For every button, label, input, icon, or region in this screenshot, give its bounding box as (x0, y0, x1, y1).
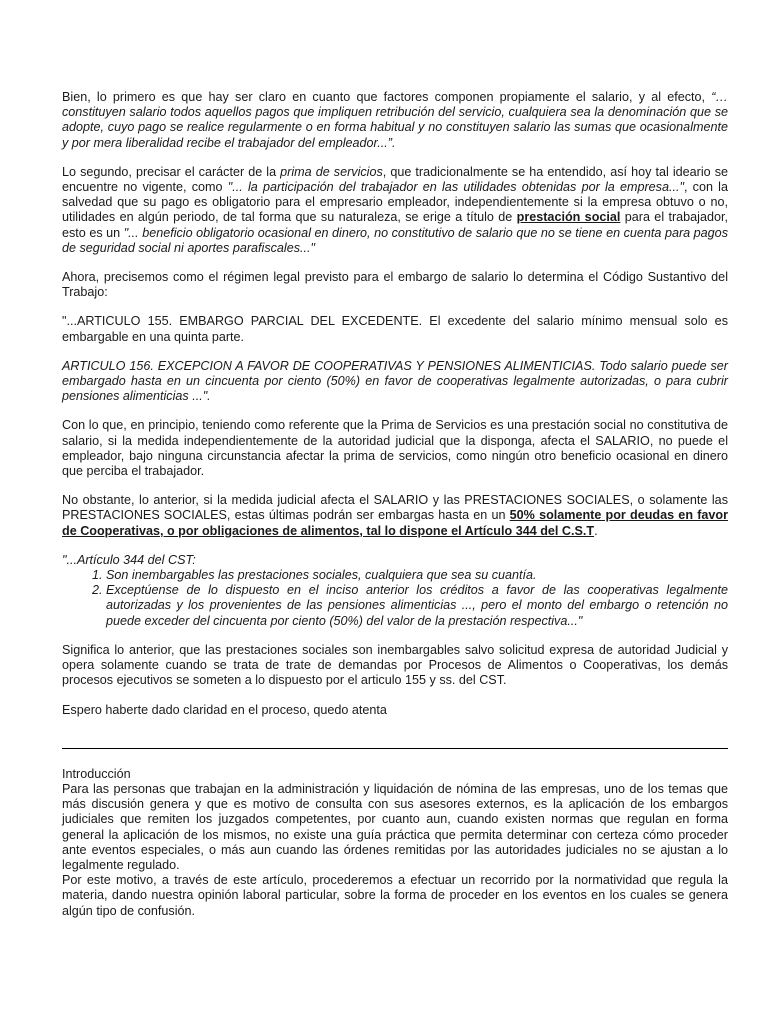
p2-text-a: Lo segundo, precisar el carácter de la (62, 164, 281, 179)
paragraph-salary-definition (62, 90, 728, 151)
paragraph-significa: Significa lo anterior, que las prestaciones sociales son inembargables salvo solicitud expresa de autoridad Judicial y opera solamente cuando se trata de trate de demandas por Procesos de Alimentos o Cooperativas, los demás procesos ejecutivos se someten a lo dispuesto por el articulo 155 y ss. del CST. (62, 642, 728, 688)
paragraph-no-obstante (62, 493, 728, 539)
p2-prima-term: prima de servicios (280, 164, 383, 179)
p2-text-g: para el trabajador, esto es un (62, 210, 728, 240)
p2-quote-h: "... beneficio obligatorio ocasional en dinero, no constitutivo de salario que no se tiene en cuenta para pagos de seguridad social ni aportes parafiscales..." (62, 225, 728, 255)
introduction-title: Introducción (62, 766, 131, 781)
p2-text-e: , con la salvedad que su pago es obligatorio para el empresario empleador, independientemente si la empresa obtuvo o no, utilidades en algún periodo, de tal forma que su naturaleza, se erige a título de (62, 180, 728, 225)
p1-quote: “… constituyen salario todos aquellos pagos que impliquen retribución del servicio, cualquiera sea la denominación que se adopte, cuyo pago se realice regularmente o en forma habitual y no constituyen salario las sumas que ocasionalmente y por mera liberalidad recibe el trabajador del empleador...”. (62, 90, 728, 150)
p7-text-a: No obstante, lo anterior, si la medida judicial afecta el SALARIO y las PRESTACIONES SOCIALES, o solamente las PRESTACIONES SOCIALES, estas últimas podrán ser embargas hasta en un (62, 493, 728, 523)
introduction-section (62, 767, 728, 919)
p2-quote-d: "... la participación del trabajador en las utilidades obtenidas por la empresa..." (227, 180, 684, 195)
paragraph-principio: Con lo que, en principio, teniendo como referente que la Prima de Servicios es una prestación social no constitutiva de salario, si la medida independientemente de la autoridad judicial que la disponga, afecta el SALARIO, no puede el empleador, bajo ninguna circunstancia afectar la prima de servicios, como ningún otro beneficio ocasional en dinero que perciba el trabajador. (62, 418, 728, 479)
introduction-body-1: Para las personas que trabajan en la administración y liquidación de nómina de las empresas, uno de los temas que más discusión genera y que es motivo de consulta con sus asesores externos, es la aplicación de los embargos judiciales que remiten los juzgados competentes, por cuanto aun, cuando existen normas que regulan en forma general la aplicación de los mismos, no existe una guía práctica que permita determinar con certeza cómo proceder ante eventos especiales, o más aun cuando las órdenes remitidas por las autoridades judiciales no se ajustan a lo legalmente regulado. (62, 781, 728, 872)
paragraph-regimen-legal: Ahora, precisemos como el régimen legal previsto para el embargo de salario lo determina el Código Sustantivo del Trabajo: (62, 270, 728, 300)
list-item: 1. Son inembargables las prestaciones sociales, cualquiera que sea su cuantía. (106, 568, 728, 583)
p2-text-c: , que tradicionalmente se ha entendido, así hoy tal ideario se encuentre no vigente, como (62, 164, 728, 195)
horizontal-divider (62, 748, 728, 749)
paragraph-closing: Espero haberte dado claridad en el proceso, quedo atenta (62, 702, 387, 717)
articulo-344-list (62, 568, 728, 629)
document-page (62, 90, 728, 919)
list-item: 2. Exceptúense de lo dispuesto en el inciso anterior los créditos a favor de las cooperativas legalmente autorizadas y los provenientes de las pensiones alimenticias ..., pero el monto del embargo o retención no puede exceder del cincuenta por ciento (50%) del valor de la prestación respectiva..." (106, 583, 728, 629)
articulo-344-heading: "...Artículo 344 del CST: (62, 552, 196, 567)
p1-text: Bien, lo primero es que hay ser claro en cuanto que factores componen propiamente el salario, y al efecto, (62, 90, 712, 104)
paragraph-articulo-155: "...ARTICULO 155. EMBARGO PARCIAL DEL EXCEDENTE. El excedente del salario mínimo mensual solo es embargable en una quinta parte. (62, 314, 728, 344)
p7-emphasis: 50% solamente por deudas en favor de Cooperativas, o por obligaciones de alimentos, tal lo dispone el Artículo 344 del C.S.T (62, 508, 728, 538)
paragraph-prima-servicios (62, 165, 728, 256)
p7-text-c: . (594, 523, 598, 538)
p2-prestacion-social: prestación social (516, 210, 621, 225)
introduction-body-2: Por este motivo, a través de este artículo, procederemos a efectuar un recorrido por la normatividad que regula la materia, dando nuestra opinión laboral particular, sobre la forma de proceder en los eventos en los cuales se genera algún tipo de confusión. (62, 873, 728, 918)
paragraph-articulo-156: ARTICULO 156. EXCEPCION A FAVOR DE COOPERATIVAS Y PENSIONES ALIMENTICIAS. Todo salario puede ser embargado hasta en un cincuenta por ciento (50%) en favor de cooperativas legalmente autorizadas, o para cubrir pensiones alimenticias ...". (62, 358, 728, 404)
